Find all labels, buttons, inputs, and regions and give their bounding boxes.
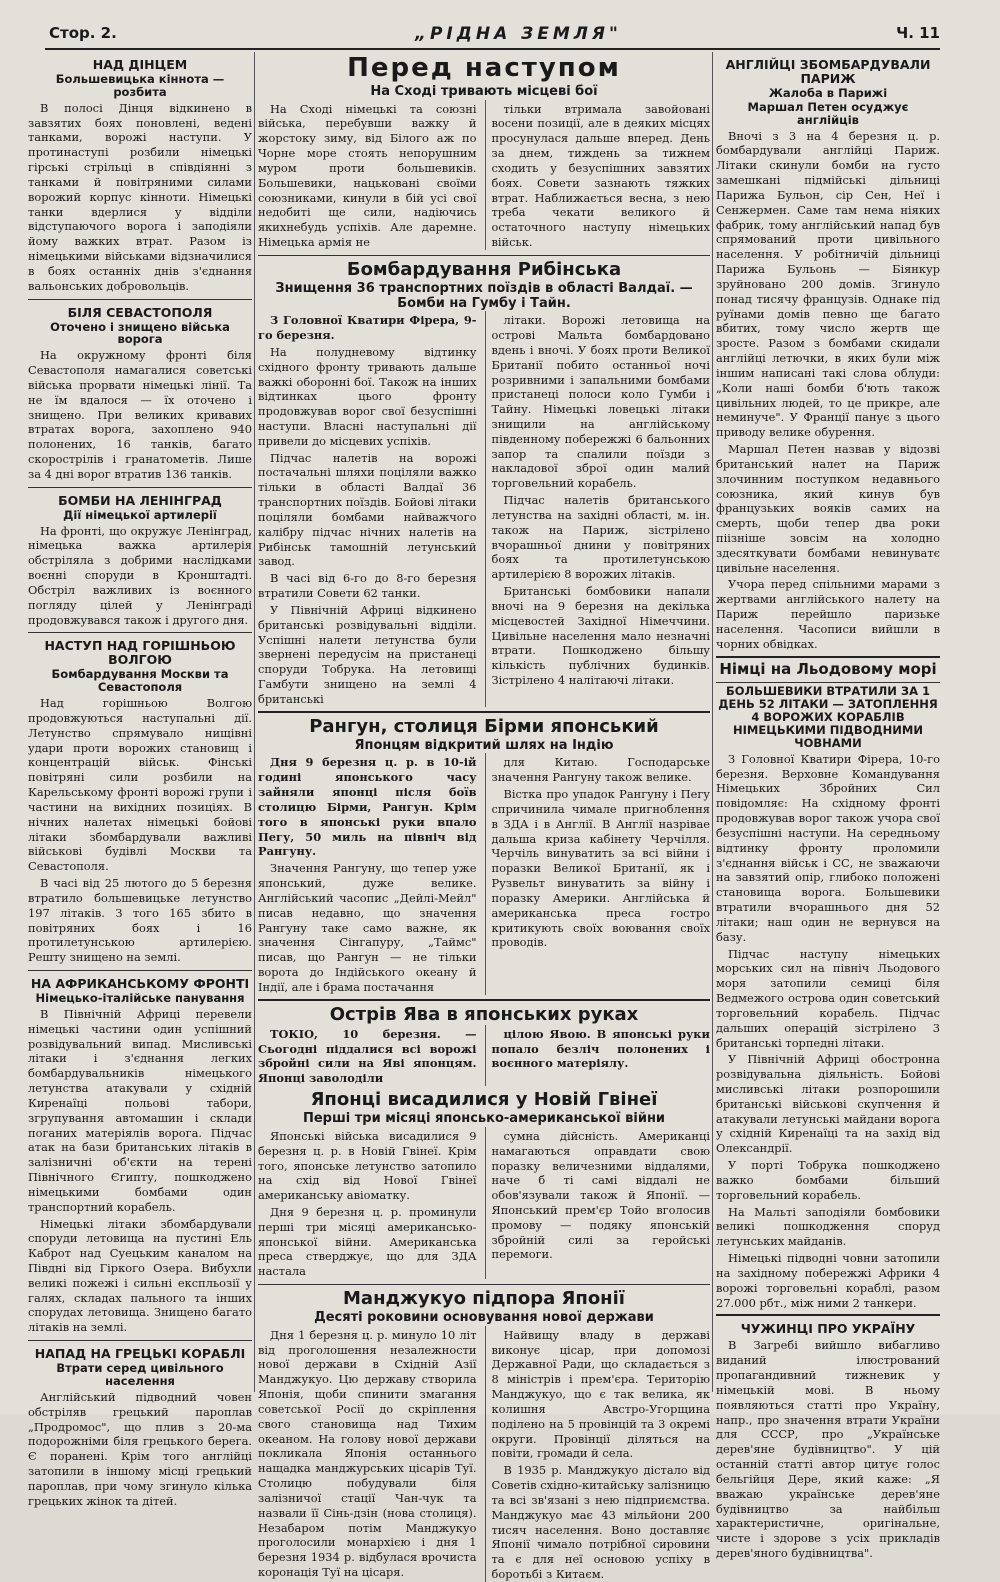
article-text: Підчас наступу німецьких морських сил на північ Льодового моря затопили семиці біля Ведмежого острова один советський торговельний корабель. Підчас дальших операцій зістрілено 3 британські торпедні літаки. xyxy=(716,946,940,1050)
article-text: сумна дійсність. Американці намагаються оправдати свою поразку величезними віддалями, наче б ті самі віддалі не обов'язували також й Японії. — Японський прем'єр Тойо вголосив промову — подяку японській збройній силі за геройські перемоги. xyxy=(491,1128,710,1262)
column-rule xyxy=(712,52,713,1392)
article-headline: НАД ДІНЦЕМ xyxy=(92,57,188,72)
article-text: Англійський підводний човен обстріляв грецький пароплав „Продромос", що плив з 20-ма подорожніми біля грецького берега. Є поранені. Крім того англійці затопили в іншому місці грецький пароплав, при чому згинуло кілька грецьких жінок та дітей. xyxy=(28,1389,252,1508)
article-text: Британські бомбовики напали вночі на 9 березня на декілька місцевостей Західної Німеччини. Цивільне населення мало незначні втрати. Пошкоджено більшу кількість публічних будинків. Зістрілено 4 налітаючі літаки. xyxy=(491,584,710,688)
article-text: літаки. Ворожі летовища на острові Мальта бомбардовано вдень і вночі. У боях проти Великої Британії побито останньої ночі розривними і запальними бомбами пристанеці полоси коло Гумби і Тайну. Німецькі ловецькі літаки знищили на англійському південному побережжі 6 бальонних запор та спалили поїзди з накладової зброї один малий торговельний корабель. xyxy=(491,313,710,491)
article-subheadline: Японцям відкритий шлях на Індію xyxy=(354,737,614,753)
divider xyxy=(28,1340,252,1341)
article-text: Над горішньою Волгою продовжуються наступальні дії. Летунство спрямувало нищівні удари проти ворожих становищ і концентрацій військ. Фінські повітряні сили розбили на Карельському фронті ворожі групи і частини на вихідних позиціях. В нічних налетах німецькі бойові літаки збомбардували важливі військові будівлі Москви та Севастополя. xyxy=(28,696,252,874)
divider xyxy=(258,999,710,1001)
article-text: Вістка про упадок Рангуну і Пегу спричинила чимале пригноблення в ЗДА і в Англії. В Англії назрівае дальша криза кабінету Черчілля. Черчіль винуватить за всі війни і поразки Великої Британії, як і Рузвельт винуватить за війну і поразку Америки. Англійська й американська преса гостро критикують своїх воювання своїх проводів. xyxy=(491,787,710,950)
article-body xyxy=(258,1127,710,1279)
article-text: У Північній Африці відкинено британські розвідувальні відділи. Успішні налети летунства були звернені передусім на пристанеці споруди Тобрука. На летовищі Гамбути знищено на землі 4 британські xyxy=(258,602,477,706)
issue-number: Ч. 11 xyxy=(896,24,940,42)
article-body xyxy=(258,1326,710,1582)
article-text: Вночі з 3 на 4 березня ц. р. бомбардували англійці Париж. Літаки скинули бомби на густо замешкані підмійські дільниці Парижа Бульон, сір Сен, Неї і Сенжермен. Саме там нема ніяких фабрик, тому англійський напад був спрямований проти цивільного населення. У робітничій дільниці Парижа Бульонь — Біянкур зруйновано 200 домів. Згинуло понад тисячу французів. Однаке під руїнами домів певно ще багато вбитих, тому число жертв ще зросте. Разом з бомбами скидали англійці летючки, в яких були між іншим написані такі слова облуди: „Коли наші бомби б'ють також цивільних людей, то це прикре, але неминуче". У Франції панує з цього приводу велике обурення. xyxy=(716,128,940,440)
main-subheadline: На Сході тривають місцеві бої xyxy=(370,84,598,100)
article-text: З Головної Кватири Фірера, 10-го березня. Верховне Командування Німецьких Збройних Сил повідомляє: На східному фронті продовжував ворог також учора свої безуспішні наступи. На середньому відтинку фронту проломили з'єднання військ і СС, не зважаючи на завзятий опір, глибоко положені становища ворога. Большевики втратили вчорашнього дня 52 літаки; наш один не вернувся на базу. xyxy=(716,751,940,944)
article-text: В полосі Дінця відкинено в завзятих боях поновлені, ведені танками, ворожі наступи. У протинаступі розбили німецькі гірські стрільці в співдіянні з танками й повітряними силами ворожий корпус кінноти. Німецькі танки вдерлися у відділи відступаючого ворога і заподіяли йому важких втрат. Разом із німецькими військами відзначилися в боях останніх днів з'єднання вальонських добровольців. xyxy=(28,100,252,293)
newspaper-title: „РІДНА ЗЕМЛЯ" xyxy=(415,24,622,44)
article-headline: Німці на Льодовому морі xyxy=(719,659,937,678)
article-text: У Північній Африці обостронна розвідувальна діяльність. Бойові мисливські літаки розпорошили британські військові скупчення й атакували летунські майдани ворога у східній Киренаїці та на захід від Олександрії. xyxy=(716,1052,940,1156)
article-body xyxy=(258,100,710,250)
page-number: Стор. 2. xyxy=(49,24,117,42)
center-column xyxy=(258,52,710,1582)
article-subheadline: Большевицька кіннота — розбита xyxy=(55,72,225,99)
article-text: Підчас налетів на ворожі постачальні шляхи поціляли важко тільки в області Валдаї 36 транспортних поїздів. Бойові літаки поціляли бомбами найважчого калібру підчас нічних налетів на Рибінськ тамошній летунський завод. xyxy=(258,450,477,569)
divider xyxy=(258,255,710,256)
article-body xyxy=(258,1025,710,1086)
article-text: На окружному фронті біля Севастополя намагалися советські війська прорвати німецькі лінії. Та не їм вдалося — їх оточено і знищено. При великих кривавих втратах ворога, захоплено 940 полонених, 16 танків, багато скорострілів і гранатометів. Лише за 4 дні ворог втратив 136 танків. xyxy=(28,348,252,481)
divider xyxy=(28,487,252,488)
divider xyxy=(258,1284,710,1285)
article-text: Найвищу владу в державі виконує цісар, при допомозі Державної Ради, що складається з 8 міністрів і прем'єра. Територію Манджукуо, що є так велика, як колишня Австро-Угорщина поділено на 5 провінцій та 3 окремі округи. Провінції діляться на повіти, громади й села. xyxy=(491,1327,710,1461)
article-text: Дня 1 березня ц. р. минуло 10 літ від проголошення незалежности нової держави в Східній Азії Манджукуо. Цю державу створила Японія, щоби спинити змагання советської Росії до скріплення свого становища над Тихим океаном. На голову нової держави покликала Японія останнього нащадка манджурських цісарів Туї. Столицю побудували біля залізничої стації Чан-чук та назвали її Сінь-дзін (нова столиця). Незабаром потім Манджукуо проголосили монархією і дня 1 березня 1934 р. відбулася врочиста коронація Туї на цісаря. xyxy=(258,1327,477,1580)
divider xyxy=(716,682,940,683)
article-text: На фронті, що окружує Ленінград, німецька важка артилерія обстріляла з добрими наслідками воєнні споруди в Кронштадті. Обстріл важливих із воєнного погляду цілей у Ленінграді продовжувався також і другого дня. xyxy=(28,523,252,627)
column-rule xyxy=(254,52,255,1392)
article-subheadline: Оточено і знищено війська ворога xyxy=(50,319,230,347)
article-text: Японські війська висадилися 9 березня ц. р. в Новій Гвінеї. Крім того, японське летунство затопило на схід від Нової Гвінеї американську авіоматку. xyxy=(258,1128,477,1203)
article-text: В часі від 25 лютого до 5 березня втратило большевицьке летунство 197 літаків. З того 165 збито в повітряних боях і 16 протилетунською артилерією. Решту знищено на землі. xyxy=(28,876,252,965)
article-subheadline: Десяті роковини основування нової держави xyxy=(314,1310,654,1326)
right-column xyxy=(716,52,940,1561)
article-text: для Китаю. Господарське значення Рангуну також велике. xyxy=(491,755,710,785)
article-text: Німецькі літаки збомбардували споруди летовища на пустині Ель Каброт над Суецьким каналом на Півдні від Гіркого Озера. Вибухли великі пожежі і сильні експльозії у галях, складах пального та інших спорудах летовища. Знищено багато літаків на землі. xyxy=(28,1216,252,1335)
article-text: Дня 9 березня ц. р. в 10-ій годині японського часу зайняли японці після боїв столицю Бірми, Рангун. Крім того в японські руки впало Пегу, 50 миль на північ від Рангуну. xyxy=(258,755,477,859)
divider xyxy=(716,656,940,658)
article-headline: НАСТУП НАД ГОРІШНЬОЮ ВОЛГОЮ xyxy=(44,638,236,668)
article-subheadline: Бомбардування Москви та Севастополя xyxy=(51,667,229,695)
divider xyxy=(28,632,252,633)
divider xyxy=(258,711,710,713)
article-subheadline: Маршал Петен осуджує англійців xyxy=(747,99,909,127)
article-headline: НА АФРИКАНСЬКОМУ ФРОНТІ xyxy=(30,976,250,992)
article-headline: АНГЛІЙЦІ ЗБОМБАРДУВАЛИ ПАРИЖ xyxy=(725,57,931,86)
article-text: Учора перед спільними марами з жертвами англійського налету на Париж перейшло паризьке населення. Часописи вийшли в чорних обвідках. xyxy=(716,577,940,651)
divider xyxy=(28,299,252,300)
article-text: У порті Тобрука пошкоджено важко бомбами більший торговельний корабель. xyxy=(716,1158,940,1202)
article-text: В часі від 6-го до 8-го березня втратили Совети 62 танки. xyxy=(258,571,477,601)
article-subheadline: Жалоба в Парижі xyxy=(768,86,888,100)
divider xyxy=(28,970,252,971)
article-text: Дня 9 березня ц. р. проминули перші три місяці американсько-японської війни. Американська преса стверджує, що для ЗДА настала xyxy=(258,1204,477,1279)
article-text: Німецькі підводні човни затопили на західному побережжі Африки 4 ворожі торговельні кораблі, разом 27.000 рбт., між ними 2 танкери. xyxy=(716,1251,940,1310)
article-headline: Бомбардування Рибінська xyxy=(346,258,622,280)
article-dateline: З Головної Кватири Фірера, 9-го березня. xyxy=(258,313,477,343)
article-headline: БІЛЯ СЕВАСТОПОЛЯ xyxy=(67,304,213,320)
article-headline: Острів Ява в японських руках xyxy=(329,1003,639,1025)
article-text: Значення Рангуну, що тепер уже японський, дуже велике. Англійський часопис „Дейлі-Мейл" писав недавно, що значення Рангуну таке само важне, як значення Сінгапуру, „Таймс" писав, що Рангун — не тільки ворота до Індійського океану й Індії, але і брама постачання xyxy=(258,861,477,994)
article-body xyxy=(258,753,710,994)
article-headline: НАПАД НА ГРЕЦЬКІ КОРАБЛІ xyxy=(34,1346,246,1362)
article-headline: БОМБИ НА ЛЕНІНГРАД xyxy=(58,492,222,508)
divider xyxy=(716,1314,940,1316)
article-headline: Японці висадилися у Новій Гвінеї xyxy=(310,1089,658,1111)
article-text: ТОКІО, 10 березня. — Сьогодні піддалися всі ворожі збройні сили на Яві японцям. Японці заволоділи xyxy=(258,1026,477,1086)
article-subheadline: Перші три місяці японсько-американської війни xyxy=(302,1111,666,1127)
article-text: тільки втримала завойовані восени позиції, але в деяких місцях просунулася дальше вперед. День за днем, тиждень за тижнем сходить у безуспішних завзятих боях. Совети зазнають тяжких втрат. Наближається весна, з нею треба чекати великого й остаточного наступу німецьких військ. xyxy=(491,101,710,250)
article-subheadline: Знищення 36 транспортних поїздів в області Валдаї. — Бомби на Гумбу і Тайн. xyxy=(275,281,693,311)
article-headline: Рангун, столиця Бірми японський xyxy=(309,715,659,737)
article-text: На Сході німецькі та союзні війська, перебувши важку й жорстоку зиму, від Білого аж по Чорне море стоять непорушним муром проти большевиків. Большевики, нацьковані своїми союзниками, кинули в бій усі свої недобиті ще сили, надіючись якихнебудь успіхів. Але даремне. Німецька армія не xyxy=(258,101,477,250)
article-text: Підчас налетів британського летунства на західні області, м. ін. також на Париж, зістрілено вчорашньої днини у повітряних боях та протилетунською артилерією 8 ворожих літаків. xyxy=(491,493,710,582)
article-subheadline: БОЛЬШЕВИКИ ВТРАТИЛИ ЗА 1 ДЕНЬ 52 ЛІТАКИ — ЗАТОПЛЕННЯ 4 ВОРОЖИХ КОРАБЛІВ НІМЕЦЬКИМИ ПІДВОДНИМИ ЧОВНАМИ xyxy=(718,684,938,750)
article-subheadline: Німецько-італійське панування xyxy=(35,991,245,1006)
article-subheadline: Втрати серед цивільного населення xyxy=(56,1361,224,1389)
article-subheadline: Дії німецької артилерії xyxy=(63,507,217,522)
article-body xyxy=(258,311,710,707)
article-text: В 1935 р. Манджукуо дістало від Советів східно-китайську залізницю та всі зв'язані з нею підприємства. Манджукуо має 43 мільйони 200 тисяч населення. Воно доставляє Японії чимало потрібної сировини та є для неї основою успіху в боротьбі з Китаєм. xyxy=(491,1463,710,1582)
article-text: цілою Явою. В японські руки попало безліч полонених і воєнного матеріялу. xyxy=(491,1026,710,1071)
article-text: В Північній Африці перевели німецькі частини один успішний розвідувальний випад. Мисливські літаки і з'єднання легких бомбардувальників німецького летунства атакували у східній Киренаїці польові табори, згрупування автомашин і склади поганих матеріялів ворога. Підчас атак на бази британських літаків в залізничні об'єкти на терені Північного Єгипту, пошкоджено німецькими бомбами один транспортний корабель. xyxy=(28,1006,252,1214)
article-headline: ЧУЖИНЦІ ПРО УКРАЇНУ xyxy=(740,1321,916,1337)
article-headline: Манджукуо підпора Японії xyxy=(343,1288,625,1310)
article-text: На полудневому відтинку східного фронту тривають дальше важкі оборонні бої. Також на інших відтинках цього фронту продовжував ворог свої безуспішні наступи. Власні наступальні дії привели до місцевих успіхів. xyxy=(258,344,477,448)
main-headline: Перед наступом xyxy=(347,53,621,83)
left-column xyxy=(28,52,252,1508)
article-text: Маршал Петен назвав у відозві британський налет на Париж злочинним поступком недавнього союзника, який кинув був французьких вояків самих на смерть, щоби тепер два роки піізніше зовсім на холодно здесяткувати бомбами невинуватє цивільне населення. xyxy=(716,442,940,575)
masthead xyxy=(45,22,940,50)
article-text: В Загребі вийшло вибагливо виданий ілюстрований пропагандивний тижневик у німецькій мові. В ньому появляються статті про Україну, напр., про значення втрати України для СССР, про „Українське дерев'яне будівництво". У цій останній статті автор цитує голос бельгійця Дере, який каже: „Я вважаю українське дерев'яне будівництво за найбільш характеристичне, оригінальне, чисте і здорове з усіх прикладів дерев'яного будівництва". xyxy=(716,1338,940,1561)
article-text: На Мальті заподіяли бомбовики великі пошкодження споруд летунських майданів. xyxy=(716,1204,940,1249)
